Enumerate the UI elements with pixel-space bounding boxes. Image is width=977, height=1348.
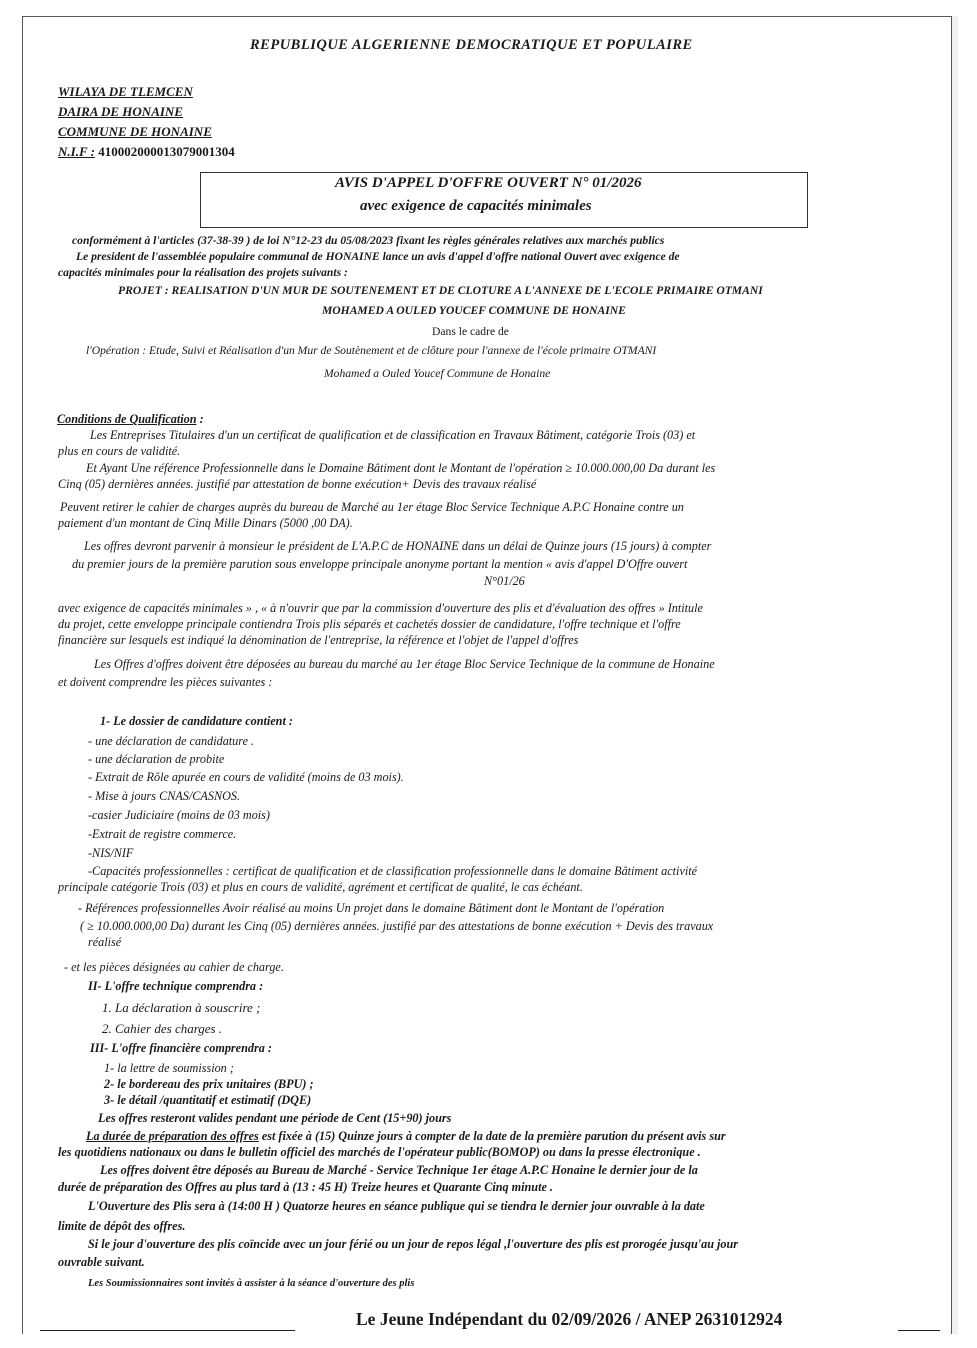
nif-line xyxy=(58,144,235,159)
conditions-line: et doivent comprendre les pièces suivantes : xyxy=(58,675,273,689)
intro-line: conformément à l'articles (37-38-39 ) de loi N°12-23 du 05/08/2023 fixant les règles générales relatives aux marchés publics xyxy=(72,234,665,247)
conditions-line: Les offres devront parvenir à monsieur le président de L'A.P.C de HONAINE dans un délai de Quinze jours (15 jours) à compter xyxy=(84,539,712,553)
technique-item: 1. La déclaration à souscrire ; xyxy=(102,1000,261,1015)
wilaya-line: WILAYA DE TLEMCEN xyxy=(58,84,193,99)
closing-line: Si le jour d'ouverture des plis coïncide avec un jour férié ou un jour de repos légal ,l'ouverture des plis est prorogée jusqu'au jour xyxy=(88,1237,739,1251)
intro-line: capacités minimales pour la réalisation des projets suivants : xyxy=(58,266,348,279)
preparation-text: est fixée à (15) Quinze jours à compter de la date de la première parution du présent avis sur xyxy=(258,1129,726,1143)
operation-line: l'Opération : Etude, Suivi et Réalisation d'un Mur de Soutènement et de clôture pour l'annexe de l'école primaire OTMANI xyxy=(86,344,657,357)
notice-subtitle: avec exigence de capacités minimales xyxy=(360,198,592,214)
closing-line: Les Soumissionnaires sont invités à assister à la séance d'ouverture des plis xyxy=(88,1278,415,1289)
dossier-item: - une déclaration de candidature . xyxy=(88,734,255,748)
conditions-line: Et Ayant Une référence Professionnelle dans le Domaine Bâtiment dont le Montant de l'opération ≥ 10.000.000,00 Da durant les xyxy=(86,461,716,475)
conditions-line: du projet, cette enveloppe principale contiendra Trois plis séparés et cachetés dossier de candidature, l'offre technique et l'offre xyxy=(58,617,681,631)
conditions-line: plus en cours de validité. xyxy=(58,444,181,458)
conditions-heading-colon: : xyxy=(196,412,204,426)
conditions-line: financière sur lesquels est indiqué la dénomination de l'entreprise, la référence et l'objet de l'appel d'offres xyxy=(58,633,579,647)
conditions-line: Cinq (05) dernières années. justifié par attestation de bonne exécution+ Devis des travaux réalisé xyxy=(58,477,537,491)
preparation-heading: La durée de préparation des offres xyxy=(86,1129,259,1143)
dossier-item: ( ≥ 10.000.000,00 Da) durant les Cinq (05) dernières années. justifié par des attestations de bonne exécution + Devis des travaux xyxy=(80,919,714,933)
technique-item: 2. Cahier des charges . xyxy=(102,1021,223,1036)
financiere-heading: III- L'offre financière comprendra : xyxy=(90,1041,272,1055)
closing-line: limite de dépôt des offres. xyxy=(58,1219,186,1233)
conditions-heading-text: Conditions de Qualification xyxy=(57,412,197,426)
conditions-line: du premier jours de la première parution sous enveloppe principale anonyme portant la mention « avis d'appel D'Offre ouvert xyxy=(72,557,688,571)
financiere-item: 1- la lettre de soumission ; xyxy=(104,1061,234,1075)
conditions-heading xyxy=(57,412,204,427)
conditions-line: Les Entreprises Titulaires d'un un certificat de qualification et de classification en Travaux Bâtiment, catégorie Trois (03) et xyxy=(90,428,696,442)
closing-line: les quotidiens nationaux ou dans le bulletin officiel des marchés de l'opérateur public(BOMOP) ou dans la presse électronique . xyxy=(58,1145,701,1159)
conditions-line: avec exigence de capacités minimales » , « à n'ouvrir que par la commission d'ouverture des plis et d'évaluation des offres » Intitule xyxy=(58,601,703,615)
dossier-item: - et les pièces désignées au cahier de charge. xyxy=(64,960,284,974)
operation-line-cont: Mohamed a Ouled Youcef Commune de Honaine xyxy=(324,367,551,380)
financiere-item: 2- le bordereau des prix unitaires (BPU) ; xyxy=(104,1077,314,1091)
footer-rule-left xyxy=(40,1330,295,1331)
dossier-item: -NIS/NIF xyxy=(88,846,134,860)
closing-line: ouvrable suivant. xyxy=(58,1255,145,1269)
dossier-item: - Extrait de Rôle apurée en cours de validité (moins de 03 mois). xyxy=(88,770,404,784)
notice-title: AVIS D'APPEL D'OFFRE OUVERT N° 01/2026 xyxy=(335,175,642,191)
conditions-line: N°01/26 xyxy=(484,574,525,588)
closing-line: Les offres doivent être déposés au Bureau de Marché - Service Technique 1er étage A.P.C Honaine le dernier jour de la xyxy=(100,1163,698,1177)
republic-heading: REPUBLIQUE ALGERIENNE DEMOCRATIQUE ET POPULAIRE xyxy=(250,37,693,53)
dossier-item: - Références professionnelles Avoir réalisé au moins Un projet dans le domaine Bâtiment dont le Montant de l'opération xyxy=(78,901,665,915)
conditions-line: Peuvent retirer le cahier de charges auprès du bureau de Marché au 1er étage Bloc Service Technique A.P.C Honaine contre un xyxy=(60,500,684,514)
dossier-item: - Mise à jours CNAS/CASNOS. xyxy=(88,789,241,803)
daira-line: DAIRA DE HONAINE xyxy=(58,104,183,119)
validity-line: Les offres resteront valides pendant une période de Cent (15+90) jours xyxy=(98,1111,452,1125)
intro-line: Le president de l'assemblée populaire communal de HONAINE lance un avis d'appel d'offre national Ouvert avec exigence de xyxy=(76,250,680,263)
conditions-line: Les Offres d'offres doivent être déposées au bureau du marché au 1er étage Bloc Service Technique de la commune de Honaine xyxy=(94,657,715,671)
closing-line: L'Ouverture des Plis sera à (14:00 H ) Quatorze heures en séance publique qui se tiendra le dernier jour ouvrable à la date xyxy=(88,1199,705,1213)
nif-label: N.I.F : xyxy=(58,144,95,159)
scan-edge xyxy=(952,16,958,1334)
intro-line: Dans le cadre de xyxy=(432,325,509,338)
dossier-item: - une déclaration de probite xyxy=(88,752,225,766)
publication-footer: Le Jeune Indépendant du 02/09/2026 / ANEP 2631012924 xyxy=(356,1309,783,1329)
footer-rule-right xyxy=(898,1330,940,1331)
dossier-item: réalisé xyxy=(88,935,122,949)
project-title: PROJET : REALISATION D'UN MUR DE SOUTENEMENT ET DE CLOTURE A L'ANNEXE DE L'ECOLE PRIMAIRE OTMANI xyxy=(118,284,763,297)
preparation-line xyxy=(86,1129,726,1144)
commune-line: COMMUNE DE HONAINE xyxy=(58,124,212,139)
financiere-item: 3- le détail /quantitatif et estimatif (DQE) xyxy=(104,1093,312,1107)
conditions-line: paiement d'un montant de Cinq Mille Dinars (5000 ,00 DA). xyxy=(58,516,353,530)
dossier-item: principale catégorie Trois (03) et plus en cours de validité, agrément et certificat de qualité, le cas échéant. xyxy=(58,880,583,894)
project-title-cont: MOHAMED A OULED YOUCEF COMMUNE DE HONAINE xyxy=(322,304,626,317)
dossier-item: -casier Judiciaire (moins de 03 mois) xyxy=(88,808,270,822)
technique-heading: II- L'offre technique comprendra : xyxy=(88,979,264,993)
dossier-item: -Capacités professionnelles : certificat de qualification et de classification professionnelle dans le domaine Bâtiment activité xyxy=(88,864,698,878)
nif-value: 410002000013079001304 xyxy=(98,144,235,159)
dossier-item: -Extrait de registre commerce. xyxy=(88,827,237,841)
dossier-heading: 1- Le dossier de candidature contient : xyxy=(100,714,293,728)
closing-line: durée de préparation des Offres au plus tard à (13 : 45 H) Treize heures et Quarante Cinq minute . xyxy=(58,1180,553,1194)
